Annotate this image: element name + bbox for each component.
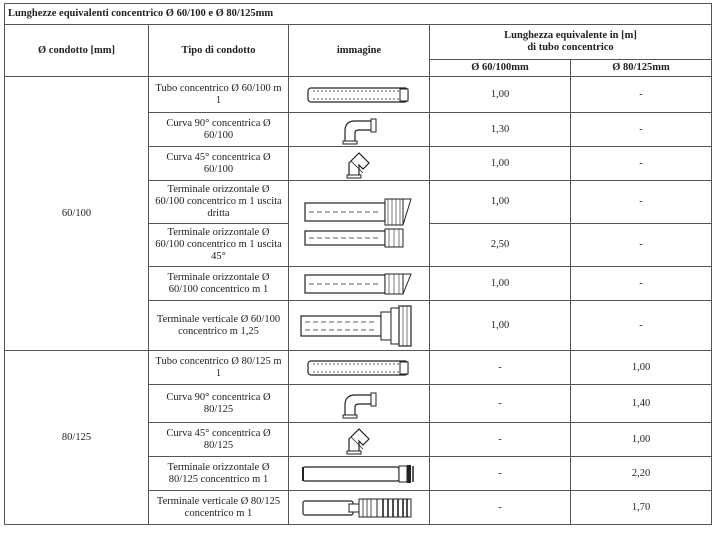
value-60-cell: - — [430, 423, 571, 457]
elbow-90-icon — [289, 115, 429, 145]
value-60-cell: 1,30 — [430, 113, 571, 147]
diameter-cell: 60/100 — [5, 77, 149, 351]
value-80-cell: 1,70 — [571, 491, 712, 525]
value-80-cell: 1,00 — [571, 351, 712, 385]
image-cell — [289, 147, 430, 181]
value-60-cell: 2,50 — [430, 224, 571, 267]
header-equivalent-line1: Lunghezza equivalente in [m] — [504, 30, 637, 41]
image-cell — [289, 77, 430, 113]
type-cell: Terminale orizzontale Ø 60/100 concentrico m 1 — [149, 267, 289, 301]
value-80-cell: - — [571, 147, 712, 181]
elbow-90-icon — [289, 389, 429, 419]
value-80-cell: 1,00 — [571, 423, 712, 457]
value-60-cell: - — [430, 457, 571, 491]
type-cell: Terminale orizzontale Ø 60/100 concentrico m 1 uscita 45° — [149, 224, 289, 267]
image-cell — [289, 301, 430, 351]
header-equivalent — [430, 25, 712, 60]
value-60-cell: 1,00 — [430, 181, 571, 224]
type-cell: Tubo concentrico Ø 60/100 m 1 — [149, 77, 289, 113]
header-diameter: Ø condotto [mm] — [5, 25, 149, 77]
straight-pipe-icon — [289, 359, 429, 377]
image-cell — [289, 267, 430, 301]
value-60-cell: 1,00 — [430, 301, 571, 351]
image-cell — [289, 423, 430, 457]
image-cell — [289, 113, 430, 147]
type-cell: Curva 45° concentrica Ø 80/125 — [149, 423, 289, 457]
value-60-cell: - — [430, 491, 571, 525]
diameter-cell: 80/125 — [5, 351, 149, 525]
type-cell: Tubo concentrico Ø 80/125 m 1 — [149, 351, 289, 385]
type-cell: Curva 45° concentrica Ø 60/100 — [149, 147, 289, 181]
type-cell: Terminale verticale Ø 60/100 concentrico m 1,25 — [149, 301, 289, 351]
image-cell — [289, 457, 430, 491]
value-80-cell: - — [571, 224, 712, 267]
header-type: Tipo di condotto — [149, 25, 289, 77]
value-60-cell: - — [430, 385, 571, 423]
image-cell — [289, 181, 430, 267]
vertical-terminal-icon — [289, 304, 429, 348]
elbow-45-icon — [289, 425, 429, 455]
value-80-cell: - — [571, 181, 712, 224]
equivalent-lengths-table — [4, 3, 712, 525]
value-60-cell: - — [430, 351, 571, 385]
table-body — [5, 77, 712, 525]
header-image: immagine — [289, 25, 430, 77]
type-cell: Terminale orizzontale Ø 80/125 concentrico m 1 — [149, 457, 289, 491]
header-col-60: Ø 60/100mm — [430, 60, 571, 77]
table-row — [5, 77, 712, 113]
table-title: Lunghezze equivalenti concentrico Ø 60/100 e Ø 80/125mm — [5, 4, 712, 25]
image-cell — [289, 385, 430, 423]
type-cell: Curva 90° concentrica Ø 60/100 — [149, 113, 289, 147]
value-80-cell: - — [571, 77, 712, 113]
table-row — [5, 351, 712, 385]
value-80-cell: - — [571, 301, 712, 351]
value-60-cell: 1,00 — [430, 147, 571, 181]
elbow-45-icon — [289, 149, 429, 179]
horizontal-terminal-pair-icon — [289, 185, 429, 263]
vertical-terminal-80-icon — [289, 496, 429, 520]
value-80-cell: - — [571, 113, 712, 147]
horizontal-terminal-80-icon — [289, 462, 429, 486]
image-cell — [289, 491, 430, 525]
value-60-cell: 1,00 — [430, 77, 571, 113]
image-cell — [289, 351, 430, 385]
value-80-cell: - — [571, 267, 712, 301]
type-cell: Terminale orizzontale Ø 60/100 concentrico m 1 uscita dritta — [149, 181, 289, 224]
value-80-cell: 1,40 — [571, 385, 712, 423]
type-cell: Terminale verticale Ø 80/125 concentrico m 1 — [149, 491, 289, 525]
header-col-80: Ø 80/125mm — [571, 60, 712, 77]
value-60-cell: 1,00 — [430, 267, 571, 301]
value-80-cell: 2,20 — [571, 457, 712, 491]
header-equivalent-line2: di tubo concentrico — [527, 42, 614, 53]
horizontal-terminal-icon — [289, 271, 429, 297]
straight-pipe-icon — [289, 86, 429, 104]
type-cell: Curva 90° concentrica Ø 80/125 — [149, 385, 289, 423]
